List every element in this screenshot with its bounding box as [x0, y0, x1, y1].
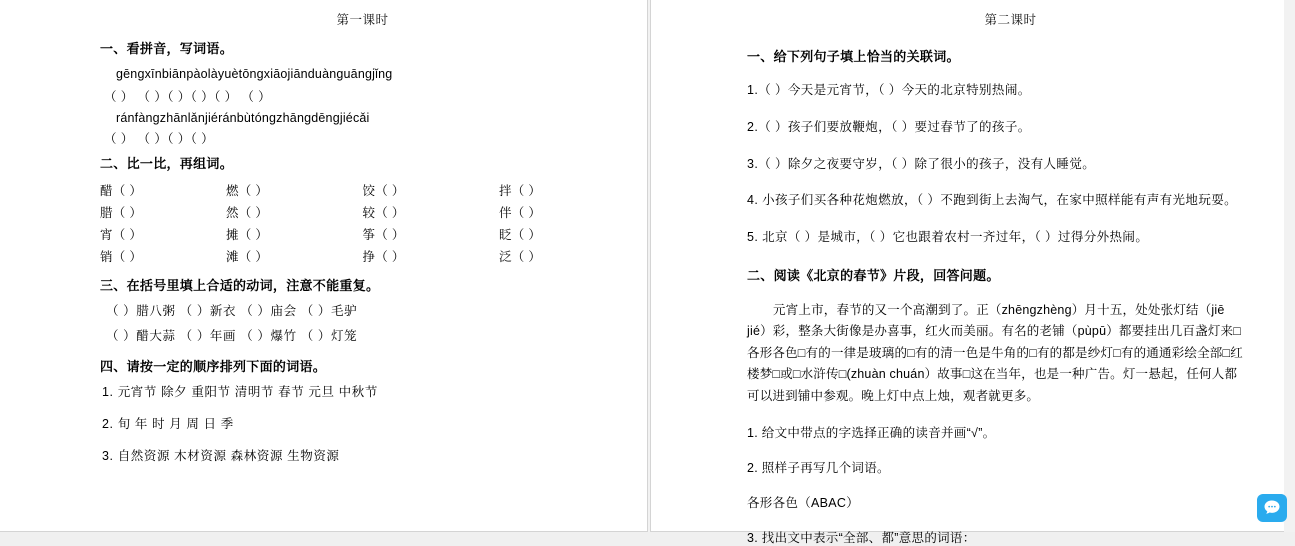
- table-row: [100, 223, 625, 245]
- cell: 较（ ）: [362, 206, 405, 220]
- cell: 伴（ ）: [499, 206, 542, 220]
- cell: 泛（ ）: [499, 250, 542, 264]
- reading-question-1: 1. 给文中带点的字选择正确的读音并画“√”。: [747, 426, 996, 441]
- answer-blanks-2: （ ） （ ）（ ）（ ）: [104, 132, 215, 146]
- cell: 宵（ ）: [100, 228, 143, 242]
- verb-fill-line-1: （ ）腊八粥 （ ）新衣 （ ）庙会 （ ）毛驴: [106, 304, 358, 318]
- worksheet-page-right: [650, 0, 1284, 546]
- conjunction-question-1: 1.（ ）今天是元宵节，（ ）今天的北京特别热闹。: [747, 83, 1031, 97]
- pinyin-line-2: ránfàngzhānlǎnjiéránbùtóngzhāngdēngjiécǎi: [116, 111, 370, 125]
- cell: 眨（ ）: [499, 228, 542, 242]
- conjunction-question-3: 3.（ ）除夕之夜要守岁，（ ）除了很小的孩子，没有人睡觉。: [747, 156, 1096, 171]
- cell: 摊（ ）: [226, 228, 269, 242]
- cell: 销（ ）: [100, 250, 143, 264]
- section-heading-order: 四、请按一定的顺序排列下面的词语。: [100, 359, 327, 374]
- chat-icon[interactable]: [1257, 494, 1287, 522]
- cell: 然（ ）: [226, 206, 269, 220]
- cell: 挣（ ）: [362, 250, 405, 264]
- verb-fill-line-2: （ ）醋大蒜 （ ）年画 （ ）爆竹 （ ）灯笼: [106, 329, 358, 343]
- cell: 滩（ ）: [226, 250, 269, 264]
- cell: 醋（ ）: [100, 184, 143, 198]
- conjunction-question-5: 5. 北京（ ）是城市，（ ）它也跟着农村一齐过年，（ ）过得分外热闹。: [747, 230, 1149, 244]
- cell: 筝（ ）: [362, 228, 405, 242]
- section-heading-compare: 二、比一比，再组词。: [100, 156, 234, 171]
- reading-question-2: 2. 照样子再写几个词语。: [747, 461, 890, 476]
- order-item-2: 2. 旬 年 时 月 周 日 季: [102, 417, 234, 431]
- cell: 拌（ ）: [499, 184, 542, 198]
- table-row: [100, 201, 625, 223]
- cell: 饺（ ）: [362, 184, 405, 198]
- page-title-left: 第一课时: [336, 13, 389, 27]
- table-row: [100, 245, 625, 267]
- table-row: [100, 179, 625, 201]
- section-heading-conjunctions: 一、给下列句子填上恰当的关联词。: [747, 49, 960, 64]
- section-heading-pinyin: 一、看拼音，写词语。: [100, 41, 234, 56]
- worksheet-page-left: [0, 0, 648, 532]
- reading-question-3: 3. 找出文中表示“全部、都”意思的词语：: [747, 531, 976, 546]
- section-heading-verbs: 三、在括号里填上合适的动词，注意不能重复。: [100, 278, 380, 293]
- conjunction-question-4: 4. 小孩子们买各种花炮燃放，（ ）不跑到街上去淘气，在家中照样能有声有光地玩耍。: [747, 193, 1238, 208]
- reading-passage: 元宵上市，春节的又一个高潮到了。正（zhēngzhèng）月十五，处处张灯结（jiē jié）彩，整条大街像是办喜事，红火而美丽。有名的老铺（pùpū）都要挂出几百盏灯来□各形各色□有的一律是玻璃的□有的清一色是牛角的□有的都是纱灯□有的通通彩绘全部□红楼梦□或□水浒传□(zhuàn chuán）故事□这在当年，也是一种广告。灯一悬起，任何人都可以进到铺中参观。晚上灯中点上烛，观者就更多。: [747, 302, 1243, 403]
- page-title-right: 第二课时: [984, 13, 1037, 27]
- answer-blanks-1: （ ） （ ）（ ）（ ）（ ） （ ）: [104, 90, 272, 104]
- pinyin-line-1: gēngxīnbiānpàolàyuètōngxiāojiānduànguāngjǐng: [116, 67, 393, 81]
- cell: 燃（ ）: [226, 184, 269, 198]
- reading-question-2-example: 各形各色（ABAC）: [747, 496, 860, 511]
- compare-words-table: [100, 179, 625, 267]
- conjunction-question-2: 2.（ ）孩子们要放鞭炮，（ ）要过春节了的孩子。: [747, 119, 1031, 134]
- order-item-1: 1. 元宵节 除夕 重阳节 清明节 春节 元旦 中秋节: [102, 385, 378, 399]
- section-heading-reading: 二、阅读《北京的春节》片段，回答问题。: [747, 267, 1000, 283]
- cell: 腊（ ）: [100, 206, 143, 220]
- order-item-3: 3. 自然资源 木材资源 森林资源 生物资源: [102, 449, 340, 463]
